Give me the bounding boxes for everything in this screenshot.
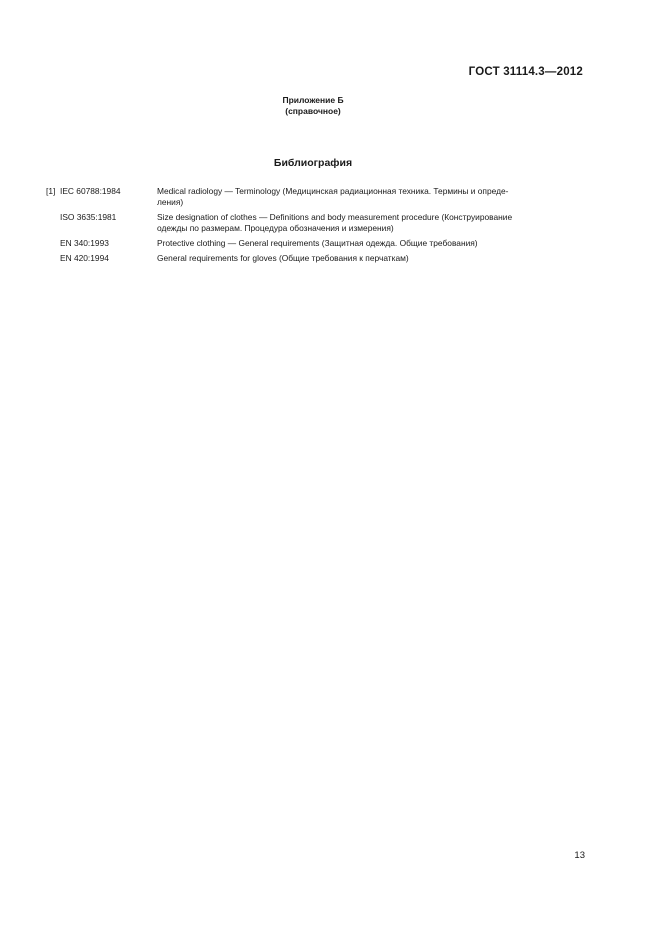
appendix-title: Приложение Б bbox=[282, 95, 344, 105]
entry-standard: EN 420:1994 bbox=[60, 253, 109, 263]
bibliography-entry bbox=[46, 186, 586, 208]
bibliography-list bbox=[46, 186, 586, 268]
appendix-heading bbox=[0, 95, 626, 117]
document-code: ГОСТ 31114.3—2012 bbox=[468, 66, 583, 78]
entry-number bbox=[46, 212, 60, 234]
bibliography-entry bbox=[46, 238, 586, 249]
entry-description bbox=[157, 238, 586, 249]
entry-standard: EN 340:1993 bbox=[60, 238, 109, 248]
entry-description bbox=[157, 253, 586, 264]
entry-description-line: Medical radiology — Terminology (Медицинская радиационная техника. Термины и опреде- bbox=[157, 186, 509, 196]
entry-standard: ISO 3635:1981 bbox=[60, 212, 117, 222]
entry-description bbox=[157, 212, 586, 234]
bibliography-title: Библиография bbox=[273, 157, 353, 169]
bibliography-entry bbox=[46, 212, 586, 234]
entry-number: [1] bbox=[46, 186, 56, 196]
entry-description-line: General requirements for gloves (Общие требования к перчаткам) bbox=[157, 253, 409, 263]
entry-number bbox=[46, 253, 60, 264]
appendix-subtitle: (справочное) bbox=[285, 106, 341, 116]
entry-description-line: Size designation of clothes — Definitions and body measurement procedure (Конструирование bbox=[157, 212, 513, 222]
page-number: 13 bbox=[574, 850, 585, 861]
entry-number bbox=[46, 238, 60, 249]
entry-standard: IEC 60788:1984 bbox=[60, 186, 121, 196]
bibliography-entry bbox=[46, 253, 586, 264]
entry-description-line: Protective clothing — General requirements (Защитная одежда. Общие требования) bbox=[157, 238, 478, 248]
entry-description-line: ления) bbox=[157, 197, 184, 207]
entry-description bbox=[157, 186, 586, 208]
entry-description-line: одежды по размерам. Процедура обозначения и измерения) bbox=[157, 223, 394, 233]
